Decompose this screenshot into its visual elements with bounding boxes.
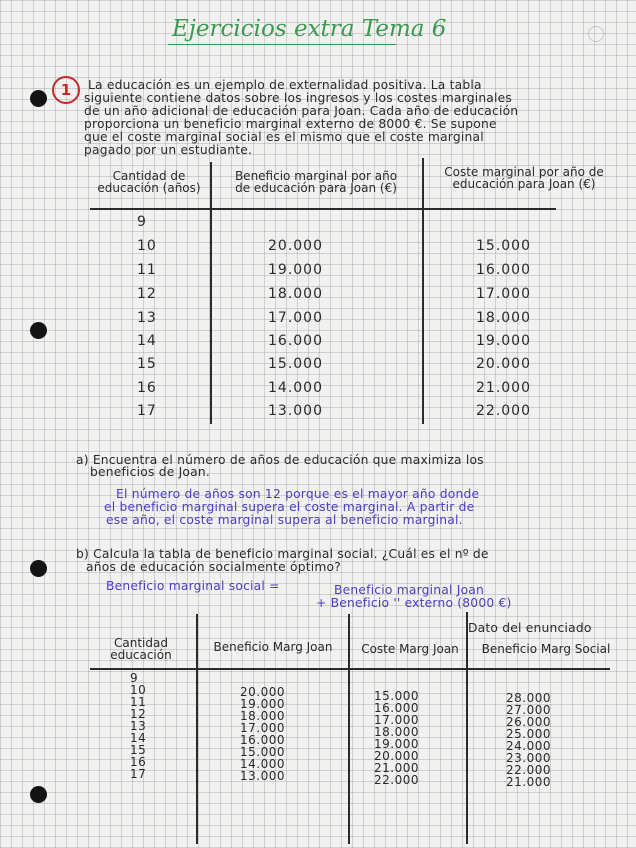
table2-header-quantity: Cantidad educación <box>110 636 172 662</box>
table2-social: 25.000 <box>506 727 551 741</box>
answer-a-line-1: El número de años son 12 porque es el mayor año donde <box>116 487 480 501</box>
question-a-line-2: beneficios de Joan. <box>90 465 210 479</box>
table1-benefit: 17.000 <box>268 310 323 326</box>
table1-cost: 18.000 <box>476 310 531 326</box>
intro-line-5: que el coste marginal social es el mismo que el coste marginal <box>84 130 484 144</box>
table1-header-rule <box>90 208 556 210</box>
binder-hole-1 <box>30 90 47 107</box>
table2-cost: 15.000 <box>374 689 419 703</box>
title-underline <box>168 44 396 45</box>
table1-col-divider-2 <box>422 158 424 424</box>
table2-cost: 22.000 <box>374 773 419 787</box>
table1-benefit: 19.000 <box>268 262 323 278</box>
table2-social: 28.000 <box>506 691 551 705</box>
table2-col-divider-1 <box>196 614 198 844</box>
table2-benefit: 19.000 <box>240 697 285 711</box>
table1-year: 10 <box>137 238 157 254</box>
table2-social: 23.000 <box>506 751 551 765</box>
table1-year: 13 <box>137 310 157 326</box>
table2-cost: 19.000 <box>374 737 419 751</box>
intro-line-6: pagado por un estudiante. <box>84 143 253 157</box>
table2-year: 10 <box>130 683 147 697</box>
table1-col-divider-1 <box>210 162 212 424</box>
table1-header-benefit: Beneficio marginal por año de educación para Joan (€) <box>234 169 398 195</box>
page-title: Ejercicios extra Tema 6 <box>172 16 447 42</box>
table2-benefit: 18.000 <box>240 709 285 723</box>
table1-benefit: 15.000 <box>268 356 323 372</box>
table2-benefit: 16.000 <box>240 733 285 747</box>
intro-line-2: siguiente contiene datos sobre los ingresos y los costes marginales <box>84 91 513 105</box>
table1-benefit: 16.000 <box>268 333 323 349</box>
table1-header-quantity: Cantidad de educación (años) <box>97 169 201 195</box>
faint-mark <box>588 26 604 42</box>
table1-benefit: 14.000 <box>268 380 323 396</box>
table1-benefit: 18.000 <box>268 286 323 302</box>
table2-social: 21.000 <box>506 775 551 789</box>
table2-social: 22.000 <box>506 763 551 777</box>
table1-year: 16 <box>137 380 157 396</box>
table1-year: 11 <box>137 262 157 278</box>
intro-line-4: proporciona un beneficio marginal externo de 8000 €. Se supone <box>84 117 497 131</box>
table2-benefit: 17.000 <box>240 721 285 735</box>
formula-lhs: Beneficio marginal social = <box>106 579 280 593</box>
table2-benefit: 20.000 <box>240 685 285 699</box>
table1-cost: 20.000 <box>476 356 531 372</box>
table1-benefit: 20.000 <box>268 238 323 254</box>
table2-header-cost: Coste Marg Joan <box>361 642 459 656</box>
exercise-number: 1 <box>52 76 80 104</box>
table1-cost: 19.000 <box>476 333 531 349</box>
intro-line-3: de un año adicional de educación para Joan. Cada año de educación <box>84 104 519 118</box>
table2-cost: 21.000 <box>374 761 419 775</box>
formula-note: Dato del enunciado <box>468 621 592 635</box>
question-b-line-2: años de educación socialmente óptimo? <box>86 560 342 574</box>
table1-year: 14 <box>137 333 157 349</box>
question-a-line-1: a) Encuentra el número de años de educación que maximiza los <box>76 453 484 467</box>
binder-hole-3 <box>30 560 47 577</box>
answer-a-line-2: el beneficio marginal supera el coste marginal. A partir de <box>104 500 475 514</box>
intro-line-1: La educación es un ejemplo de externalidad positiva. La tabla <box>88 78 482 92</box>
table2-header-rule <box>90 668 610 670</box>
table1-cost: 21.000 <box>476 380 531 396</box>
table2-year: 9 <box>130 671 139 685</box>
formula-rhs-2: + Beneficio '' externo (8000 €) <box>316 596 512 610</box>
table2-year: 13 <box>130 719 147 733</box>
table1-cost: 22.000 <box>476 403 531 419</box>
binder-hole-2 <box>30 322 47 339</box>
table1-benefit: 13.000 <box>268 403 323 419</box>
table2-header-benefit: Beneficio Marg Joan <box>213 640 333 654</box>
table2-social: 27.000 <box>506 703 551 717</box>
table2-social: 24.000 <box>506 739 551 753</box>
table2-cost: 16.000 <box>374 701 419 715</box>
formula-rhs-1: Beneficio marginal Joan <box>334 583 485 597</box>
table2-year: 16 <box>130 755 147 769</box>
answer-a-line-3: ese año, el coste marginal supera al beneficio marginal. <box>106 513 463 527</box>
table2-year: 15 <box>130 743 147 757</box>
table2-col-divider-2 <box>348 614 350 844</box>
question-b-line-1: b) Calcula la tabla de beneficio marginal social. ¿Cuál es el nº de <box>76 547 489 561</box>
table2-year: 17 <box>130 767 147 781</box>
table2-benefit: 15.000 <box>240 745 285 759</box>
table2-benefit: 14.000 <box>240 757 285 771</box>
table2-col-divider-3 <box>466 612 468 844</box>
binder-hole-4 <box>30 786 47 803</box>
table2-year: 14 <box>130 731 147 745</box>
table1-header-cost: Coste marginal por año de educación para Joan (€) <box>444 165 604 191</box>
table1-cost: 15.000 <box>476 238 531 254</box>
table1-year: 12 <box>137 286 157 302</box>
table2-year: 12 <box>130 707 147 721</box>
table2-cost: 18.000 <box>374 725 419 739</box>
table2-benefit: 13.000 <box>240 769 285 783</box>
table1-cost: 17.000 <box>476 286 531 302</box>
table2-cost: 20.000 <box>374 749 419 763</box>
table1-year: 17 <box>137 403 157 419</box>
table2-social: 26.000 <box>506 715 551 729</box>
table1-year: 15 <box>137 356 157 372</box>
table2-year: 11 <box>130 695 147 709</box>
table2-header-social: Beneficio Marg Social <box>481 642 611 656</box>
table1-cost: 16.000 <box>476 262 531 278</box>
table1-year: 9 <box>137 214 147 230</box>
table2-cost: 17.000 <box>374 713 419 727</box>
